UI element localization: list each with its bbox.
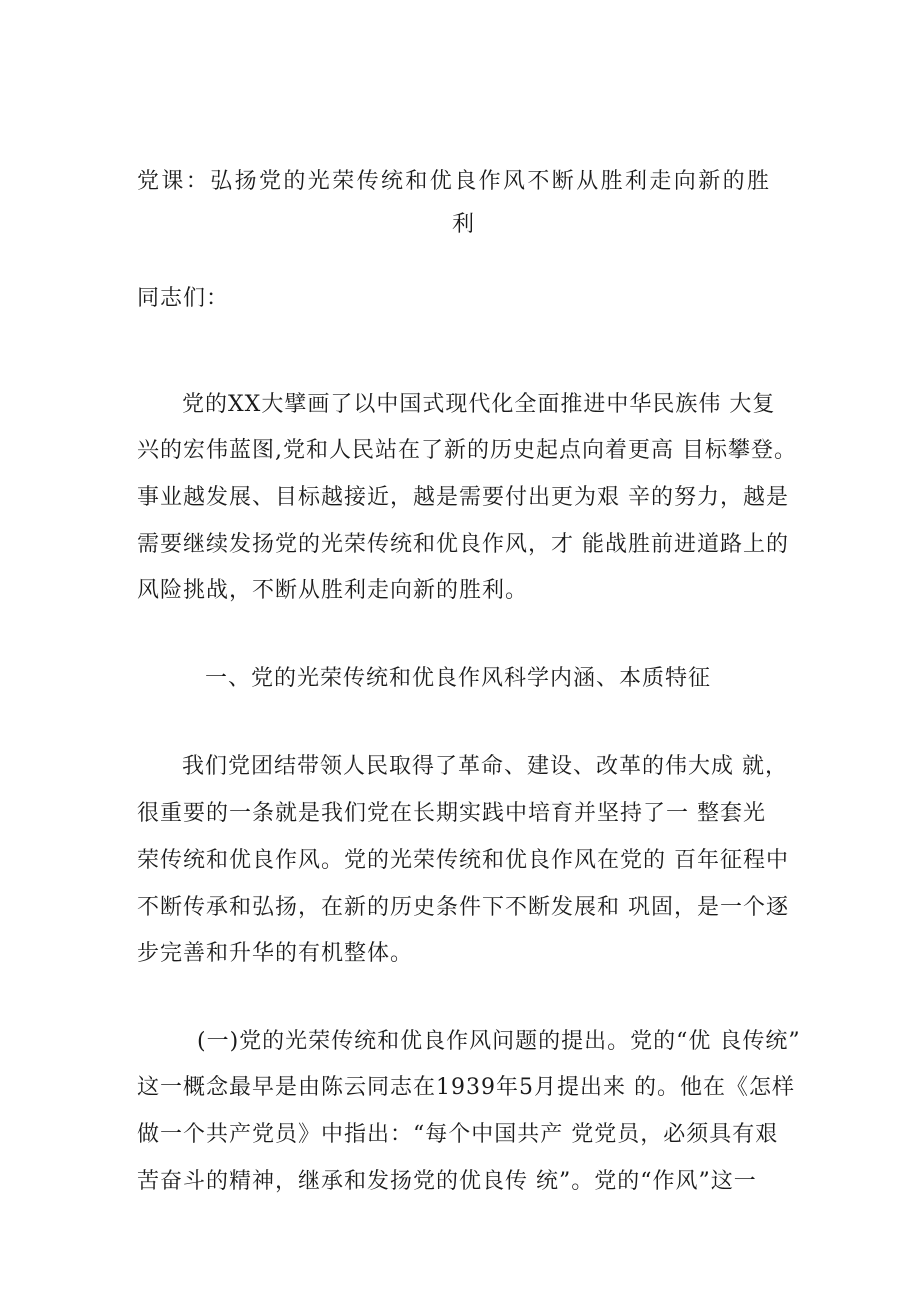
- intro-paragraph-line: 兴的宏伟蓝图,党和人民站在了新的历史起点向着更高 目标攀登。: [137, 438, 797, 463]
- intro-paragraph-line: 需要继续发扬党的光荣传统和优良作风，才 能战胜前进道路上的: [137, 532, 789, 557]
- intro-paragraph-line: 事业越发展、目标越接近，越是需要付出更为艰 辛的努力，越是: [137, 485, 789, 510]
- section-paragraph-line: 很重要的一条就是我们党在长期实践中培育并坚持了一 整套光: [137, 801, 766, 826]
- section-paragraph-line: 荣传统和优良作风。党的光荣传统和优良作风在党的 百年征程中: [137, 848, 789, 873]
- section-paragraph-line: 步完善和升华的有机整体。: [137, 941, 414, 966]
- intro-paragraph-line: 党的XX大擘画了以中国式现代化全面推进中华民族伟 大复: [182, 392, 776, 417]
- section-paragraph-line: 我们党团结带领人民取得了革命、建设、改革的伟大成 就，: [182, 754, 788, 779]
- document-title: 党课：弘扬党的光荣传统和优良作风不断从胜利走向新的胜: [137, 169, 772, 194]
- subsection-paragraph-line: 做一个共产党员》中指出：“每个中国共产 党党员，必须具有艰: [137, 1122, 779, 1147]
- section-heading: 一、党的光荣传统和优良作风科学内涵、本质特征: [205, 666, 712, 691]
- subsection-paragraph-line: 这一概念最早是由陈云同志在1939年5月提出来 的。他在《怎样: [137, 1075, 795, 1100]
- subsection-paragraph-line: (一)党的光荣传统和优良作风问题的提出。党的“优 良传统”: [197, 1029, 801, 1054]
- subsection-paragraph-line: 苦奋斗的精神，继承和发扬党的优良传 统”。党的“作风”这一: [137, 1169, 757, 1194]
- intro-paragraph-line: 风险挑战，不断从胜利走向新的胜利。: [137, 578, 529, 603]
- section-paragraph-line: 不断传承和弘扬，在新的历史条件下不断发展和 巩固，是一个逐: [137, 895, 789, 920]
- greeting: 同志们：: [137, 286, 230, 311]
- document-title-continuation: 利: [452, 212, 476, 237]
